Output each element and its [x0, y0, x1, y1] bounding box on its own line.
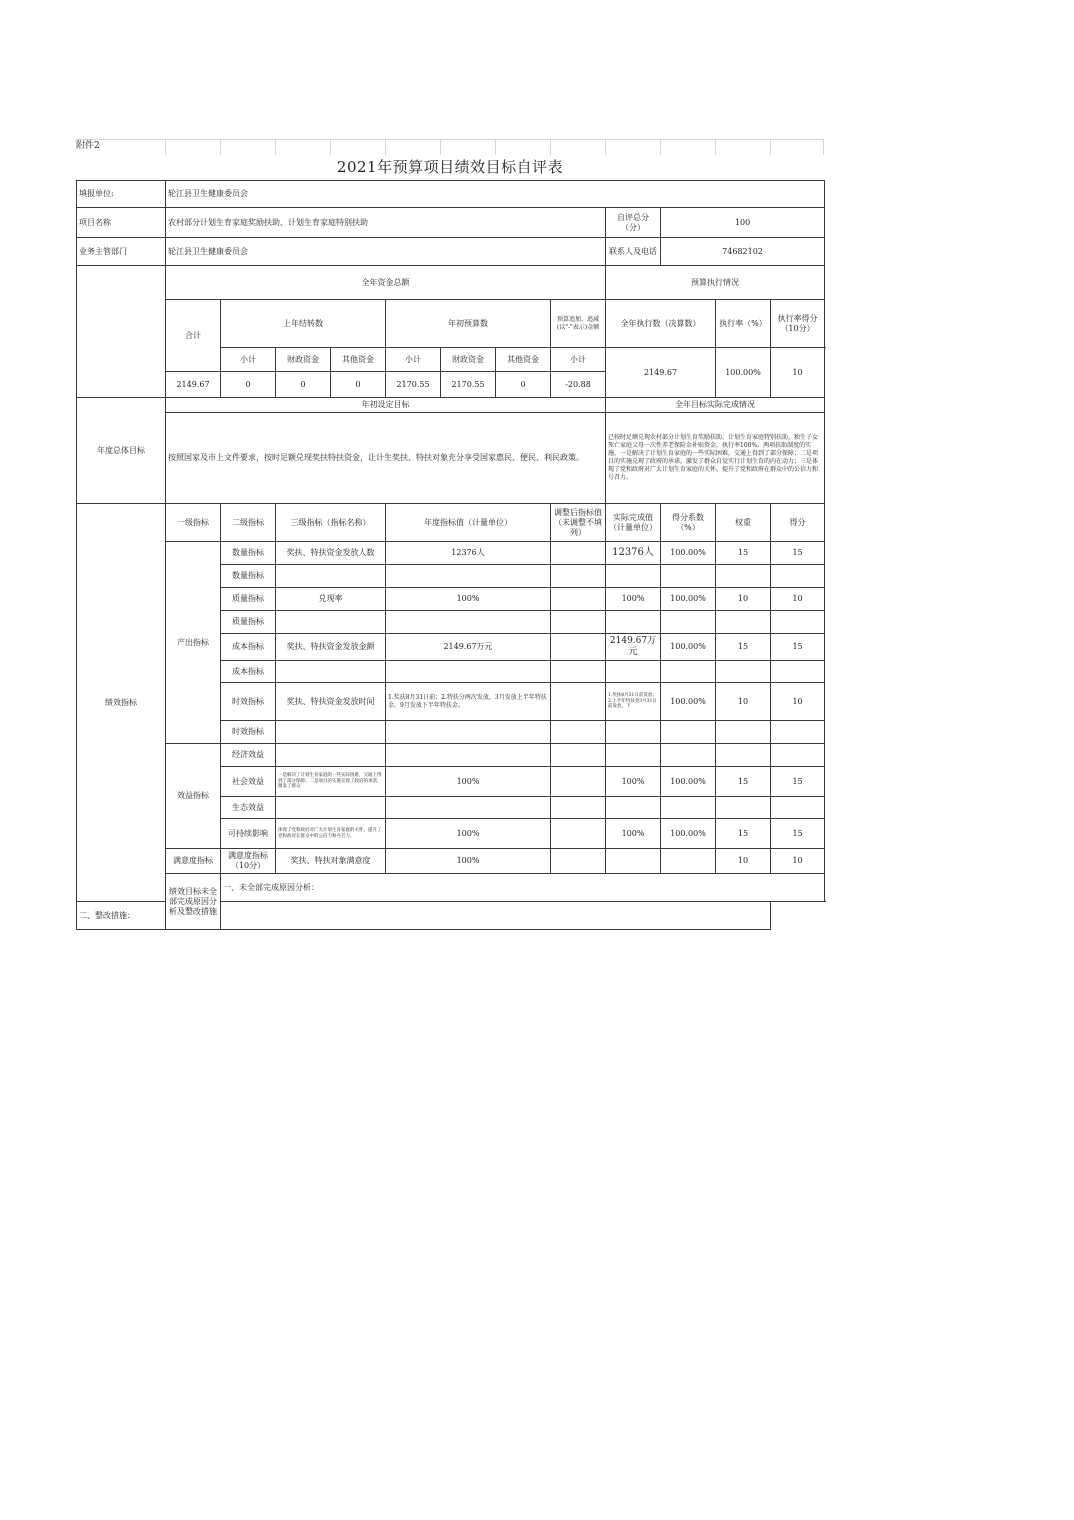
ind-row-coef [661, 611, 716, 634]
ind-row-coef: 100.00% [661, 767, 716, 797]
ind-row-score [771, 721, 825, 744]
ind-row-actual [606, 744, 661, 767]
ind-row-weight: 15 [716, 634, 771, 661]
contact-label: 联系人及电话 [606, 238, 661, 266]
annual-actual-title: 全年目标实际完成情况 [606, 398, 825, 413]
ind-row-actual: 100% [606, 767, 661, 797]
unit-value: 轮江县卫生健康委员会 [166, 181, 825, 208]
ind-row-l3: 奖扶、特扶对象满意度 [276, 849, 386, 874]
ind-row-adjusted [551, 661, 606, 683]
ind-row-weight: 15 [716, 542, 771, 565]
init-other-value: 0 [496, 372, 551, 398]
ind-row-actual: 12376人 [606, 542, 661, 565]
init-other-head: 其他资金 [496, 348, 551, 372]
ind-head-adjusted: 调整后指标值（未调整不填列） [551, 504, 606, 542]
ind-row-l3 [276, 565, 386, 588]
carry-subtotal-head: 小计 [221, 348, 276, 372]
funds-total-value: 2149.67 [166, 372, 221, 398]
ind-row-adjusted [551, 683, 606, 721]
ind-row-score: 15 [771, 819, 825, 849]
ind-row-target: 12376人 [386, 542, 551, 565]
ind-head-level3: 三级指标（指标名称） [276, 504, 386, 542]
ind-row-target: 1.奖扶8月31日前；2.特扶分两次发放，3月发放上半年特扶金，9月发放下半年特扶金。 [386, 683, 551, 721]
annual-planned-text: 按照国家及市上文件要求，按时足额兑现奖扶特扶资金，让计生奖扶、特扶对象充分享受国家惠民、便民、利民政策。 [166, 413, 606, 504]
ind-head-score: 得分 [771, 504, 825, 542]
ind-row-weight [716, 721, 771, 744]
ind-row-adjusted [551, 819, 606, 849]
ind-row-l3: 体现了党和政府对广大计划生育家庭的关怀，提升了党和政府在群众中的公信力和号召力。 [276, 819, 386, 849]
carry-fiscal-value: 0 [276, 372, 331, 398]
exec-amount-value: 2149.67 [606, 348, 716, 398]
funds-col-exec-amount: 全年执行数（决算数） [606, 300, 716, 348]
output-indicator-label: 产出指标 [166, 542, 221, 744]
funds-col-initial: 年初预算数 [386, 300, 551, 348]
ind-row-coef: 100.00% [661, 542, 716, 565]
ind-row-target [386, 661, 551, 683]
ind-row-adjusted [551, 721, 606, 744]
ind-row-score: 10 [771, 683, 825, 721]
annual-planned-title: 年初设定目标 [166, 398, 606, 413]
ind-row-l2: 生态效益 [221, 797, 276, 819]
exec-score-value: 10 [771, 348, 825, 398]
ind-row-target [386, 611, 551, 634]
funds-col-carryover: 上年结转数 [221, 300, 386, 348]
attachment-label: 附件2 [76, 141, 100, 151]
ind-row-l3: 兑现率 [276, 588, 386, 611]
ind-row-l2: 时效指标 [221, 683, 276, 721]
ind-row-adjusted [551, 744, 606, 767]
init-fiscal-value: 2170.55 [441, 372, 496, 398]
carry-fiscal-head: 财政资金 [276, 348, 331, 372]
ind-row-weight [716, 565, 771, 588]
ind-row-actual: 100% [606, 588, 661, 611]
ind-row-score: 15 [771, 634, 825, 661]
project-label: 项目名称 [77, 208, 166, 238]
benefit-indicator-label: 效益指标 [166, 744, 221, 849]
ind-row-weight: 10 [716, 683, 771, 721]
score-value: 100 [661, 208, 825, 238]
ind-row-score: 10 [771, 588, 825, 611]
ind-row-l2: 质量指标 [221, 588, 276, 611]
ind-row-adjusted [551, 542, 606, 565]
ind-row-score: 15 [771, 767, 825, 797]
ind-row-target: 2149.67万元 [386, 634, 551, 661]
funds-col-exec-score: 执行率得分（10分） [771, 300, 825, 348]
indicators-row-label: 绩效指标 [77, 504, 166, 902]
ind-row-score: 10 [771, 849, 825, 874]
ind-row-adjusted [551, 634, 606, 661]
project-value: 农村部分计划生育家庭奖励扶助、计划生育家庭特别扶助 [166, 208, 606, 238]
ind-row-score [771, 611, 825, 634]
ind-row-l2: 成本指标 [221, 661, 276, 683]
analysis-measures: 二、整改措施： [77, 902, 771, 930]
ind-row-target: 100% [386, 849, 551, 874]
ind-row-weight: 15 [716, 767, 771, 797]
ind-row-target: 100% [386, 588, 551, 611]
ind-head-level2: 二级指标 [221, 504, 276, 542]
annual-row-label: 年度总体目标 [77, 398, 166, 504]
ind-row-adjusted [551, 611, 606, 634]
analysis-reason: 一、未全部完成原因分析： [221, 874, 825, 902]
ind-head-level1: 一级指标 [166, 504, 221, 542]
ind-row-l2: 社会效益 [221, 767, 276, 797]
ind-row-weight [716, 797, 771, 819]
init-fiscal-head: 财政资金 [441, 348, 496, 372]
ind-row-actual [606, 849, 661, 874]
ind-row-actual [606, 611, 661, 634]
ind-row-coef [661, 849, 716, 874]
ind-row-target [386, 797, 551, 819]
ind-row-target: 100% [386, 819, 551, 849]
adjust-subtotal-head: 小计 [551, 348, 606, 372]
ind-row-weight [716, 744, 771, 767]
ind-head-coef: 得分系数（%） [661, 504, 716, 542]
ind-row-l3 [276, 611, 386, 634]
unit-label: 填报单位: [77, 181, 166, 208]
funds-total-title: 全年资金总额 [166, 266, 606, 300]
ind-row-l2: 质量指标 [221, 611, 276, 634]
ind-row-score: 15 [771, 542, 825, 565]
ind-row-coef: 100.00% [661, 634, 716, 661]
carry-other-head: 其他资金 [331, 348, 386, 372]
ind-row-coef [661, 661, 716, 683]
dept-label: 业务主管部门 [77, 238, 166, 266]
ind-row-weight [716, 611, 771, 634]
funds-col-exec-rate: 执行率（%） [716, 300, 771, 348]
ind-row-target: 100% [386, 767, 551, 797]
carry-other-value: 0 [331, 372, 386, 398]
ind-row-coef: 100.00% [661, 683, 716, 721]
ind-row-actual: 100% [606, 819, 661, 849]
ind-row-adjusted [551, 849, 606, 874]
ind-row-l3: 奖扶、特扶资金发放时间 [276, 683, 386, 721]
adjust-value: -20.88 [551, 372, 606, 398]
funds-exec-title: 预算执行情况 [606, 266, 825, 300]
ind-head-actual: 实际完成值（计量单位） [606, 504, 661, 542]
score-label: 自评总分（分） [606, 208, 661, 238]
ind-row-score [771, 744, 825, 767]
ind-row-l2: 满意度指标（10分） [221, 849, 276, 874]
ind-row-score [771, 565, 825, 588]
ind-row-l2: 时效指标 [221, 721, 276, 744]
init-subtotal-value: 2170.55 [386, 372, 441, 398]
ind-row-l2: 数量指标 [221, 565, 276, 588]
ind-row-l3 [276, 744, 386, 767]
ind-row-weight: 10 [716, 588, 771, 611]
ind-row-l3: 奖扶、特扶资金发放人数 [276, 542, 386, 565]
funds-col-adjust: 预算追加、追减(以"-"表示)金额 [551, 300, 606, 348]
ind-row-l3: 一是解决了计划生育家庭的一些实际困难，交通上得到了部分保障；二是项目的实施兑现了政府的承诺，激发了群众 [276, 767, 386, 797]
ind-row-weight: 10 [716, 849, 771, 874]
contact-value: 74682102 [661, 238, 825, 266]
funds-empty-corner [77, 266, 166, 398]
ind-row-weight [716, 661, 771, 683]
ind-row-actual [606, 797, 661, 819]
dept-value: 轮江县卫生健康委员会 [166, 238, 606, 266]
ind-row-coef [661, 565, 716, 588]
ind-row-adjusted [551, 588, 606, 611]
ind-row-l3 [276, 661, 386, 683]
sheet-gridlines [76, 139, 824, 155]
satisfaction-indicator-label: 满意度指标 [166, 849, 221, 874]
ind-row-coef [661, 797, 716, 819]
annual-actual-text: 已按时足额兑现农村部分计划生育奖励扶助、计划生育家庭特别扶助，独生子女死亡家庭父母一次性养老保险金补贴资金，执行率100%。两项扶助制度的实施，一是解决了计划生育家庭的一些实际困难，交通上得到了部分保障；二是项目的实施兑现了政府的承诺，激发了群众自觉实行计划生育的内在动力；三是体现了党和政府对广大计划生育家庭的关怀，提升了党和政府在群众中的公信力和号召力。 [606, 413, 825, 504]
ind-row-l2: 成本指标 [221, 634, 276, 661]
ind-row-adjusted [551, 565, 606, 588]
ind-head-weight: 权重 [716, 504, 771, 542]
ind-row-adjusted [551, 797, 606, 819]
ind-row-l3 [276, 721, 386, 744]
ind-row-l2: 数量指标 [221, 542, 276, 565]
carry-subtotal-value: 0 [221, 372, 276, 398]
ind-row-coef: 100.00% [661, 588, 716, 611]
page-title: 2021年预算项目绩效目标自评表 [336, 158, 564, 176]
funds-col-total: 合计 [166, 300, 221, 372]
ind-row-actual: 2149.67万元 [606, 634, 661, 661]
ind-row-actual [606, 721, 661, 744]
ind-row-adjusted [551, 767, 606, 797]
ind-row-score [771, 661, 825, 683]
ind-row-l3 [276, 797, 386, 819]
ind-row-coef: 100.00% [661, 819, 716, 849]
ind-row-coef [661, 721, 716, 744]
ind-row-actual [606, 661, 661, 683]
ind-row-target [386, 744, 551, 767]
ind-row-score [771, 797, 825, 819]
ind-row-l2: 经济效益 [221, 744, 276, 767]
ind-row-target [386, 565, 551, 588]
ind-row-l3: 奖扶、特扶资金发放金额 [276, 634, 386, 661]
ind-head-target: 年度指标值（计量单位） [386, 504, 551, 542]
ind-row-actual [606, 565, 661, 588]
analysis-row-label: 绩效目标未全部完成原因分析及整改措施 [166, 874, 221, 930]
init-subtotal-head: 小计 [386, 348, 441, 372]
exec-rate-value: 100.00% [716, 348, 771, 398]
ind-row-weight: 15 [716, 819, 771, 849]
ind-row-coef [661, 744, 716, 767]
ind-row-actual: 1.奖扶8月31日前发放；2.上半年特扶金3月31日前发放，下 [606, 683, 661, 721]
ind-row-target [386, 721, 551, 744]
ind-row-l2: 可持续影响 [221, 819, 276, 849]
evaluation-table [76, 180, 825, 930]
